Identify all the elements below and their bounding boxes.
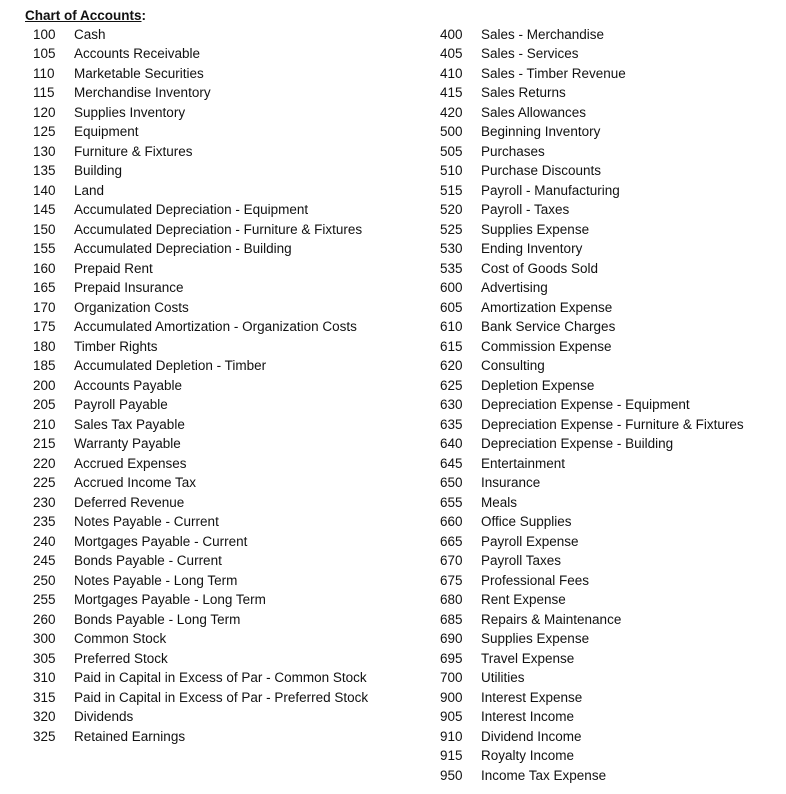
account-number: 300 xyxy=(33,631,56,646)
accounts-column-right xyxy=(440,25,744,786)
account-name: Amortization Expense xyxy=(481,299,613,315)
account-number: 650 xyxy=(440,475,463,490)
account-row xyxy=(33,590,368,610)
account-name: Organization Costs xyxy=(74,299,189,315)
account-number: 695 xyxy=(440,650,463,666)
account-name: Sales - Services xyxy=(481,46,579,61)
account-row xyxy=(33,688,368,708)
account-name: Furniture & Fixtures xyxy=(74,143,193,159)
account-name: Insurance xyxy=(481,475,541,490)
account-row xyxy=(33,727,368,747)
account-name: Cash xyxy=(74,26,106,42)
account-number: 905 xyxy=(440,709,463,724)
account-number: 115 xyxy=(33,85,55,100)
account-name: Notes Payable - Current xyxy=(74,514,219,529)
account-number: 520 xyxy=(440,202,463,217)
account-number: 225 xyxy=(33,475,56,490)
account-row xyxy=(440,746,744,766)
accounts-column-left xyxy=(33,25,368,747)
account-number: 620 xyxy=(440,358,463,373)
account-number: 235 xyxy=(33,514,56,529)
account-name: Payroll Taxes xyxy=(481,553,562,568)
account-number: 105 xyxy=(33,46,56,61)
account-row xyxy=(440,220,744,240)
page-title-text: Chart of Accounts xyxy=(25,8,142,23)
account-number: 665 xyxy=(440,533,463,549)
account-number: 910 xyxy=(440,728,463,744)
account-row xyxy=(33,64,368,84)
account-name: Utilities xyxy=(481,670,525,685)
account-row xyxy=(33,83,368,103)
account-number: 260 xyxy=(33,611,56,627)
account-name: Payroll - Taxes xyxy=(481,202,570,217)
account-number: 645 xyxy=(440,455,463,471)
account-name: Merchandise Inventory xyxy=(74,85,211,100)
account-number: 200 xyxy=(33,377,56,393)
account-number: 320 xyxy=(33,709,56,724)
account-name: Land xyxy=(74,182,105,198)
account-row xyxy=(440,532,744,552)
account-row xyxy=(440,181,744,201)
account-name: Bank Service Charges xyxy=(481,319,616,334)
account-row xyxy=(33,395,368,415)
account-name: Depreciation Expense - Furniture & Fixtures xyxy=(481,416,744,432)
account-row xyxy=(440,571,744,591)
account-row xyxy=(33,317,368,337)
account-number: 670 xyxy=(440,553,463,568)
page-title-colon: : xyxy=(141,8,147,23)
account-name: Dividend Income xyxy=(481,728,582,744)
account-row xyxy=(440,259,744,279)
account-row xyxy=(440,142,744,162)
account-row xyxy=(440,376,744,396)
account-name: Depreciation Expense - Equipment xyxy=(481,397,690,412)
account-row xyxy=(33,200,368,220)
account-number: 605 xyxy=(440,299,463,315)
account-row xyxy=(33,103,368,123)
account-row xyxy=(440,64,744,84)
account-number: 240 xyxy=(33,533,56,549)
account-name: Depreciation Expense - Building xyxy=(481,436,674,451)
account-name: Ending Inventory xyxy=(481,241,583,256)
account-name: Meals xyxy=(481,494,518,510)
account-row xyxy=(33,668,368,688)
account-name: Supplies Expense xyxy=(481,221,590,237)
account-row xyxy=(33,551,368,571)
account-name: Royalty Income xyxy=(481,748,575,763)
account-number: 305 xyxy=(33,650,56,666)
account-name: Dividends xyxy=(74,709,134,724)
account-name: Commission Expense xyxy=(481,338,612,354)
account-number: 535 xyxy=(440,260,463,276)
account-number: 900 xyxy=(440,689,463,705)
account-row xyxy=(33,259,368,279)
account-row xyxy=(33,337,368,357)
account-number: 525 xyxy=(440,221,463,237)
account-number: 915 xyxy=(440,748,463,763)
account-row xyxy=(33,25,368,45)
account-name: Purchases xyxy=(481,143,545,159)
account-number: 685 xyxy=(440,611,463,627)
account-number: 180 xyxy=(33,338,56,354)
account-number: 635 xyxy=(440,416,463,432)
account-name: Payroll Payable xyxy=(74,397,168,412)
account-number: 140 xyxy=(33,182,56,198)
account-name: Payroll - Manufacturing xyxy=(481,182,620,198)
account-name: Accumulated Depreciation - Furniture & Fixtures xyxy=(74,221,363,237)
account-row xyxy=(440,395,744,415)
account-row xyxy=(440,727,744,747)
account-number: 170 xyxy=(33,299,56,315)
account-number: 410 xyxy=(440,65,463,81)
account-row xyxy=(440,122,744,142)
account-number: 315 xyxy=(33,689,56,705)
account-number: 205 xyxy=(33,397,56,412)
account-number: 600 xyxy=(440,280,463,295)
account-name: Advertising xyxy=(481,280,548,295)
account-row xyxy=(440,629,744,649)
account-row xyxy=(33,239,368,259)
account-number: 630 xyxy=(440,397,463,412)
account-name: Sales Tax Payable xyxy=(74,416,185,432)
account-row xyxy=(440,551,744,571)
account-number: 110 xyxy=(33,65,55,81)
account-name: Beginning Inventory xyxy=(481,124,601,139)
account-number: 510 xyxy=(440,163,463,178)
account-row xyxy=(33,649,368,669)
account-number: 230 xyxy=(33,494,56,510)
account-name: Professional Fees xyxy=(481,572,590,588)
account-row xyxy=(33,298,368,318)
account-row xyxy=(440,668,744,688)
account-number: 145 xyxy=(33,202,56,217)
account-name: Prepaid Insurance xyxy=(74,280,184,295)
account-row xyxy=(440,473,744,493)
account-number: 155 xyxy=(33,241,56,256)
account-number: 700 xyxy=(440,670,463,685)
account-number: 135 xyxy=(33,163,56,178)
account-row xyxy=(33,512,368,532)
account-name: Accumulated Depreciation - Building xyxy=(74,241,292,256)
account-row xyxy=(33,356,368,376)
account-number: 165 xyxy=(33,280,56,295)
account-row xyxy=(440,649,744,669)
account-number: 400 xyxy=(440,26,463,42)
account-name: Warranty Payable xyxy=(74,436,181,451)
account-number: 950 xyxy=(440,767,463,783)
account-row xyxy=(33,44,368,64)
account-name: Accounts Receivable xyxy=(74,46,201,61)
account-row xyxy=(440,25,744,45)
account-name: Consulting xyxy=(481,358,545,373)
account-name: Timber Rights xyxy=(74,338,158,354)
account-name: Interest Expense xyxy=(481,689,583,705)
account-number: 175 xyxy=(33,319,56,334)
account-number: 255 xyxy=(33,592,56,607)
account-number: 515 xyxy=(440,182,463,198)
account-row xyxy=(440,298,744,318)
account-name: Bonds Payable - Current xyxy=(74,553,222,568)
account-number: 420 xyxy=(440,104,463,120)
account-row xyxy=(440,239,744,259)
account-name: Retained Earnings xyxy=(74,728,186,744)
account-number: 500 xyxy=(440,124,463,139)
account-row xyxy=(33,181,368,201)
account-number: 120 xyxy=(33,104,56,120)
account-row xyxy=(440,278,744,298)
account-row xyxy=(33,161,368,181)
account-name: Paid in Capital in Excess of Par - Common Stock xyxy=(74,670,367,685)
account-name: Cost of Goods Sold xyxy=(481,260,599,276)
account-name: Mortgages Payable - Long Term xyxy=(74,592,266,607)
account-number: 405 xyxy=(440,46,463,61)
account-number: 660 xyxy=(440,514,463,529)
account-number: 100 xyxy=(33,26,56,42)
account-name: Payroll Expense xyxy=(481,533,579,549)
account-row xyxy=(440,356,744,376)
account-name: Supplies Expense xyxy=(481,631,590,646)
account-row xyxy=(440,707,744,727)
account-row xyxy=(33,707,368,727)
account-row xyxy=(440,688,744,708)
account-row xyxy=(33,532,368,552)
account-name: Accrued Income Tax xyxy=(74,475,197,490)
account-row xyxy=(33,473,368,493)
account-number: 220 xyxy=(33,455,56,471)
account-number: 615 xyxy=(440,338,463,354)
account-name: Purchase Discounts xyxy=(481,163,602,178)
account-number: 415 xyxy=(440,85,463,100)
account-name: Travel Expense xyxy=(481,650,575,666)
account-row xyxy=(33,493,368,513)
account-name: Prepaid Rent xyxy=(74,260,153,276)
account-name: Accumulated Depletion - Timber xyxy=(74,358,267,373)
account-name: Sales - Timber Revenue xyxy=(481,65,626,81)
account-name: Common Stock xyxy=(74,631,167,646)
account-name: Equipment xyxy=(74,124,139,139)
account-number: 125 xyxy=(33,124,56,139)
account-row xyxy=(33,454,368,474)
account-row xyxy=(440,512,744,532)
account-number: 150 xyxy=(33,221,56,237)
account-row xyxy=(440,200,744,220)
account-row xyxy=(440,610,744,630)
account-number: 185 xyxy=(33,358,56,373)
account-row xyxy=(440,415,744,435)
account-name: Bonds Payable - Long Term xyxy=(74,611,241,627)
account-name: Depletion Expense xyxy=(481,377,595,393)
account-name: Income Tax Expense xyxy=(481,767,607,783)
account-number: 640 xyxy=(440,436,463,451)
account-number: 130 xyxy=(33,143,56,159)
account-row xyxy=(33,220,368,240)
account-number: 505 xyxy=(440,143,463,159)
account-number: 160 xyxy=(33,260,56,276)
account-row xyxy=(440,434,744,454)
account-number: 310 xyxy=(33,670,56,685)
account-row xyxy=(440,493,744,513)
account-number: 245 xyxy=(33,553,56,568)
account-number: 690 xyxy=(440,631,463,646)
account-number: 325 xyxy=(33,728,56,744)
account-name: Paid in Capital in Excess of Par - Preferred Stock xyxy=(74,689,369,705)
account-name: Sales - Merchandise xyxy=(481,26,605,42)
account-number: 680 xyxy=(440,592,463,607)
account-name: Interest Income xyxy=(481,709,575,724)
account-name: Preferred Stock xyxy=(74,650,168,666)
account-row xyxy=(33,142,368,162)
account-name: Sales Allowances xyxy=(481,104,587,120)
account-name: Accrued Expenses xyxy=(74,455,187,471)
account-row xyxy=(440,766,744,786)
account-row xyxy=(33,434,368,454)
account-row xyxy=(440,454,744,474)
account-row xyxy=(33,278,368,298)
account-row xyxy=(440,83,744,103)
account-name: Accumulated Amortization - Organization Costs xyxy=(74,319,357,334)
account-row xyxy=(33,122,368,142)
account-name: Repairs & Maintenance xyxy=(481,611,622,627)
account-row xyxy=(33,610,368,630)
account-number: 210 xyxy=(33,416,56,432)
account-name: Building xyxy=(74,163,123,178)
account-name: Marketable Securities xyxy=(74,65,204,81)
account-name: Rent Expense xyxy=(481,592,566,607)
account-name: Mortgages Payable - Current xyxy=(74,533,248,549)
account-name: Accounts Payable xyxy=(74,377,183,393)
account-row xyxy=(440,44,744,64)
account-row xyxy=(33,415,368,435)
account-row xyxy=(440,337,744,357)
account-row xyxy=(33,571,368,591)
account-row xyxy=(440,103,744,123)
account-name: Supplies Inventory xyxy=(74,104,186,120)
account-row xyxy=(33,376,368,396)
account-row xyxy=(440,317,744,337)
account-row xyxy=(440,590,744,610)
account-row xyxy=(33,629,368,649)
account-name: Deferred Revenue xyxy=(74,494,185,510)
account-number: 610 xyxy=(440,319,463,334)
page-title xyxy=(25,6,146,26)
account-number: 675 xyxy=(440,572,463,588)
account-name: Sales Returns xyxy=(481,85,566,100)
account-number: 250 xyxy=(33,572,56,588)
account-number: 215 xyxy=(33,436,56,451)
account-number: 530 xyxy=(440,241,463,256)
account-row xyxy=(440,161,744,181)
account-name: Accumulated Depreciation - Equipment xyxy=(74,202,309,217)
account-number: 655 xyxy=(440,494,463,510)
account-name: Office Supplies xyxy=(481,514,572,529)
account-number: 625 xyxy=(440,377,463,393)
account-name: Entertainment xyxy=(481,455,566,471)
account-name: Notes Payable - Long Term xyxy=(74,572,238,588)
